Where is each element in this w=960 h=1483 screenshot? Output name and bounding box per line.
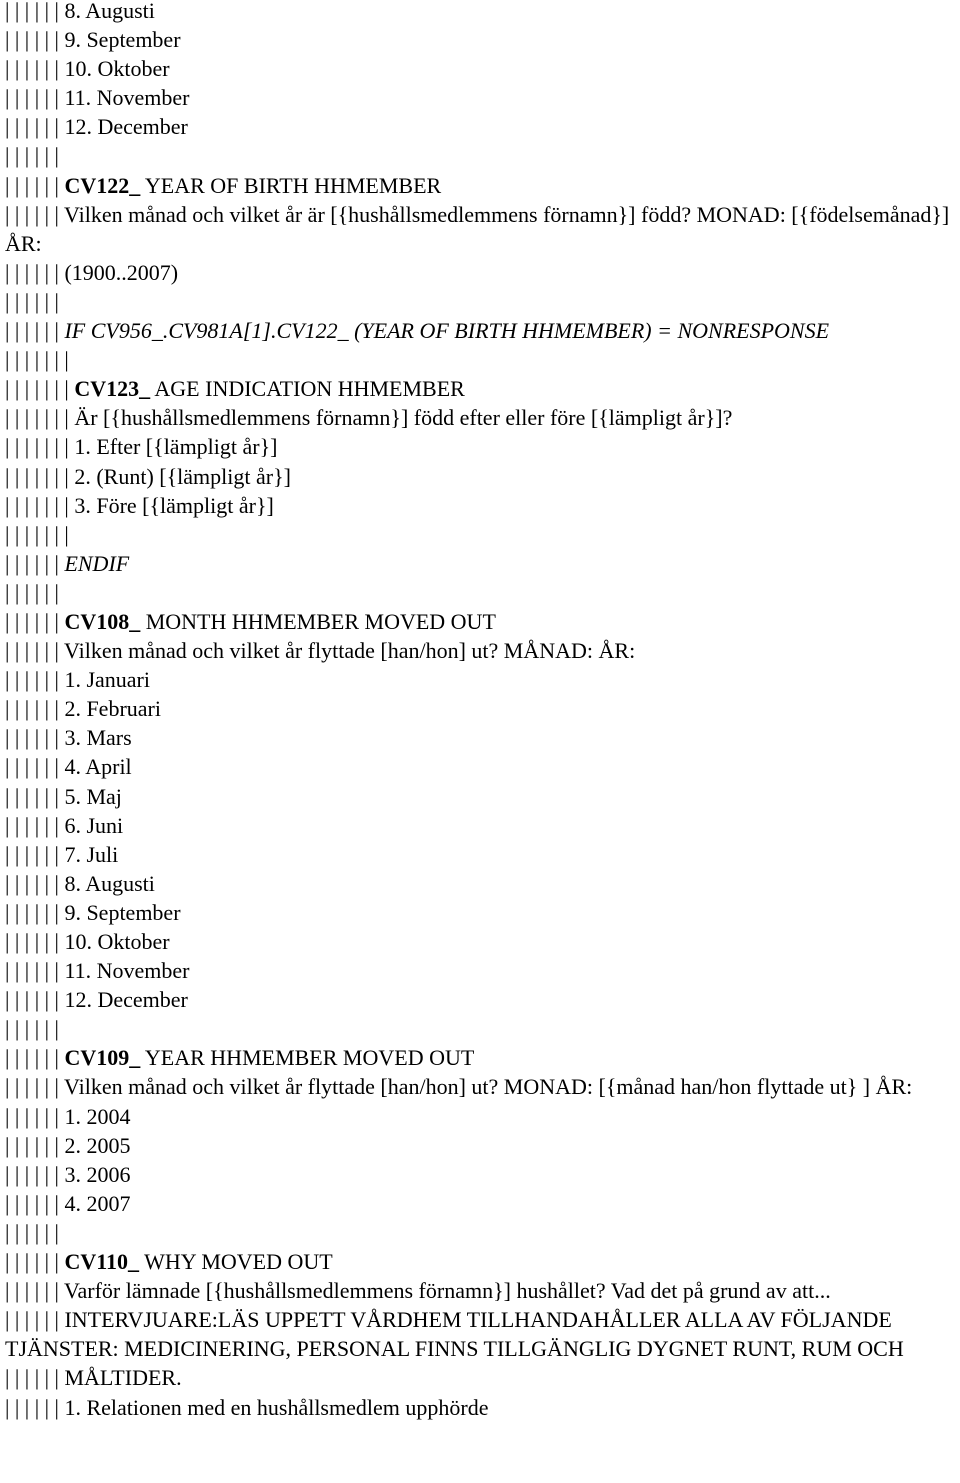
- indent-bars: | | | | | |: [5, 1307, 65, 1333]
- document-line: [5, 1014, 955, 1043]
- document-line: [5, 665, 955, 694]
- indent-bars: | | | | | |: [5, 259, 65, 285]
- document-line: [5, 112, 955, 141]
- document-line: [5, 374, 955, 403]
- indent-bars: | | | | | |: [5, 1365, 65, 1391]
- question-code: CV122_: [64, 172, 141, 198]
- line-text: 2. Februari: [64, 696, 161, 722]
- line-text: Vilken månad och vilket år är [{hushållsmedlemmens förnamn}] född? MONAD: [{födelsemånad}] ÅR:: [5, 201, 955, 256]
- document-line: [5, 636, 955, 665]
- document-line: [5, 1131, 955, 1160]
- line-text: 3. Före [{lämpligt år}]: [74, 492, 274, 518]
- line-text: 3. Mars: [64, 725, 132, 751]
- indent-bars: | | | | | | |: [5, 376, 75, 402]
- document-line: [5, 956, 955, 985]
- question-title: MONTH HHMEMBER MOVED OUT: [140, 608, 496, 634]
- indent-bars: | | | | | |: [5, 987, 65, 1013]
- indent-bars: | | | | | |: [5, 1103, 65, 1129]
- indent-bars: | | | | | |: [5, 579, 59, 605]
- document-line: [5, 403, 955, 432]
- document-line: [5, 1072, 955, 1101]
- indent-bars: | | | | | |: [5, 85, 65, 111]
- line-text: 12. December: [64, 114, 188, 140]
- document-line: [5, 491, 955, 520]
- question-title: AGE INDICATION HHMEMBER: [150, 376, 465, 402]
- document-line: [5, 200, 955, 258]
- indent-bars: | | | | | |: [5, 318, 65, 344]
- question-code: CV110_: [64, 1249, 139, 1275]
- line-text: 11. November: [64, 85, 190, 111]
- line-text: 8. Augusti: [64, 870, 155, 896]
- line-text: 7. Juli: [64, 841, 119, 867]
- line-text: 9. September: [64, 899, 181, 925]
- line-text: 2. (Runt) [{lämpligt år}]: [74, 463, 291, 489]
- document-line: [5, 1305, 955, 1363]
- line-text: Är [{hushållsmedlemmens förnamn}] född efter eller före [{lämpligt år}]?: [74, 405, 733, 431]
- indent-bars: | | | | | |: [5, 638, 65, 664]
- document-line: [5, 578, 955, 607]
- document-line: [5, 840, 955, 869]
- document-line: [5, 752, 955, 781]
- document-line: [5, 1247, 955, 1276]
- indent-bars: | | | | | |: [5, 288, 59, 314]
- indent-bars: | | | | | |: [5, 114, 65, 140]
- document-line: [5, 1102, 955, 1131]
- indent-bars: | | | | | |: [5, 1394, 65, 1420]
- indent-bars: | | | | | |: [5, 754, 65, 780]
- indent-bars: | | | | | |: [5, 550, 65, 576]
- document-line: [5, 432, 955, 461]
- document-line: [5, 723, 955, 752]
- indent-bars: | | | | | |: [5, 783, 65, 809]
- line-text: 4. 2007: [64, 1190, 131, 1216]
- indent-bars: | | | | | |: [5, 899, 65, 925]
- document-line: [5, 549, 955, 578]
- line-text: Vilken månad och vilket år flyttade [han/hon] ut? MONAD: [{månad han/hon flyttade ut} ] ÅR:: [64, 1074, 913, 1100]
- document-line: [5, 287, 955, 316]
- line-text: 3. 2006: [64, 1161, 131, 1187]
- document-line: [5, 985, 955, 1014]
- indent-bars: | | | | | |: [5, 1278, 65, 1304]
- question-title: WHY MOVED OUT: [139, 1249, 333, 1275]
- line-text: Varför lämnade [{hushållsmedlemmens förnamn}] hushållet? Vad det på grund av att...: [64, 1278, 831, 1304]
- document-line: [5, 1363, 955, 1392]
- line-text: 10. Oktober: [64, 929, 170, 954]
- indent-bars: | | | | | | |: [5, 347, 69, 373]
- indent-bars: | | | | | |: [5, 172, 65, 198]
- indent-bars: | | | | | |: [5, 1132, 65, 1158]
- document-line: [5, 0, 955, 25]
- document-line: [5, 258, 955, 287]
- line-text: 1. Efter [{lämpligt år}]: [74, 434, 278, 460]
- line-text: 11. November: [64, 958, 190, 984]
- indent-bars: | | | | | |: [5, 696, 65, 722]
- question-title: YEAR OF BIRTH HHMEMBER: [140, 172, 442, 198]
- indent-bars: | | | | | |: [5, 608, 65, 634]
- line-text: 9. September: [64, 27, 181, 53]
- line-text: 5. Maj: [64, 783, 122, 809]
- document-line: [5, 25, 955, 54]
- indent-bars: | | | | | | |: [5, 492, 75, 518]
- indent-bars: | | | | | |: [5, 725, 65, 751]
- document-line: [5, 520, 955, 549]
- indent-bars: | | | | | |: [5, 667, 65, 693]
- indent-bars: | | | | | |: [5, 870, 65, 896]
- line-text: 6. Juni: [64, 812, 124, 838]
- indent-bars: | | | | | |: [5, 0, 65, 23]
- indent-bars: | | | | | |: [5, 841, 65, 867]
- line-text: (1900..2007): [64, 259, 179, 285]
- document-line: [5, 171, 955, 200]
- indent-bars: | | | | | |: [5, 143, 59, 169]
- question-title: YEAR HHMEMBER MOVED OUT: [140, 1045, 475, 1071]
- indent-bars: | | | | | |: [5, 1219, 59, 1245]
- line-text: Vilken månad och vilket år flyttade [han/hon] ut? MÅNAD: ÅR:: [64, 638, 636, 664]
- document-line: [5, 316, 955, 345]
- indent-bars: | | | | | | |: [5, 521, 69, 547]
- line-text: 1. Januari: [64, 667, 150, 693]
- line-text: 1. 2004: [64, 1103, 131, 1129]
- indent-bars: | | | | | |: [5, 27, 65, 53]
- routing-condition: ENDIF: [64, 550, 130, 576]
- indent-bars: | | | | | |: [5, 1045, 65, 1071]
- indent-bars: | | | | | |: [5, 1074, 65, 1100]
- document-line: [5, 462, 955, 491]
- line-text: MÅLTIDER.: [64, 1365, 182, 1391]
- document-line: [5, 1189, 955, 1218]
- indent-bars: | | | | | | |: [5, 463, 75, 489]
- document-line: [5, 1393, 955, 1422]
- line-text: 10. Oktober: [64, 56, 170, 82]
- indent-bars: | | | | | | |: [5, 434, 75, 460]
- indent-bars: | | | | | |: [5, 56, 65, 82]
- indent-bars: | | | | | |: [5, 1190, 65, 1216]
- indent-bars: | | | | | |: [5, 201, 65, 227]
- indent-bars: | | | | | |: [5, 1016, 59, 1042]
- document-line: [5, 1276, 955, 1305]
- indent-bars: | | | | | |: [5, 958, 65, 984]
- document-line: [5, 1218, 955, 1247]
- document-line: [5, 141, 955, 170]
- document-line: [5, 782, 955, 811]
- indent-bars: | | | | | |: [5, 929, 65, 954]
- document-line: [5, 927, 955, 956]
- question-code: CV108_: [64, 608, 141, 634]
- document-line: [5, 694, 955, 723]
- routing-condition: IF CV956_.CV981A[1].CV122_ (YEAR OF BIRTH HHMEMBER) = NONRESPONSE: [64, 318, 830, 344]
- document-line: [5, 1043, 955, 1072]
- line-text: 4. April: [64, 754, 132, 780]
- indent-bars: | | | | | |: [5, 812, 65, 838]
- document-line: [5, 1160, 955, 1189]
- line-text: 1. Relationen med en hushållsmedlem upphörde: [64, 1394, 489, 1420]
- line-text: 2. 2005: [64, 1132, 131, 1158]
- document-line: [5, 811, 955, 840]
- question-code: CV123_: [74, 376, 151, 402]
- document-line: [5, 83, 955, 112]
- document-line: [5, 869, 955, 898]
- document-line: [5, 54, 955, 83]
- questionnaire-document: [5, 0, 955, 1422]
- document-line: [5, 898, 955, 927]
- question-code: CV109_: [64, 1045, 141, 1071]
- line-text: 12. December: [64, 987, 188, 1013]
- indent-bars: | | | | | |: [5, 1249, 65, 1275]
- indent-bars: | | | | | |: [5, 1161, 65, 1187]
- line-text: INTERVJUARE:LÄS UPPETT VÅRDHEM TILLHANDAHÅLLER ALLA AV FÖLJANDE TJÄNSTER: MEDICINERING, PERSONAL FINNS TILLGÄNGLIG DYGNET RUNT, RUM OCH: [5, 1307, 904, 1362]
- indent-bars: | | | | | | |: [5, 405, 75, 431]
- line-text: 8. Augusti: [64, 0, 155, 23]
- document-line: [5, 607, 955, 636]
- document-line: [5, 345, 955, 374]
